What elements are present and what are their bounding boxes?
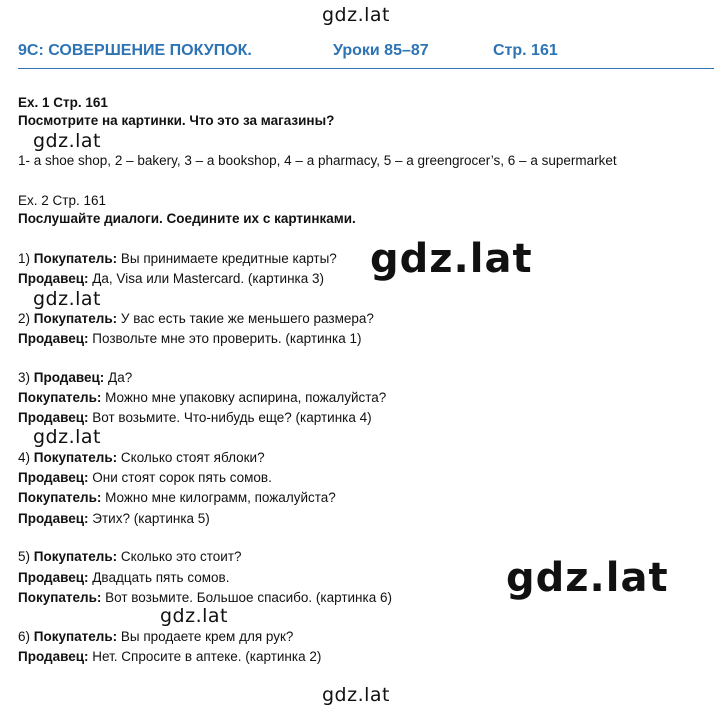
speaker-label: Покупатель:	[18, 590, 102, 605]
dialogue-line: 4) Покупатель: Сколько стоят яблоки?	[18, 450, 265, 465]
page-number: Стр. 161	[493, 42, 558, 59]
section-header	[18, 42, 714, 69]
speaker-label: Продавец:	[33, 370, 105, 385]
ex1-task: Посмотрите на картинки. Что это за магазины?	[18, 113, 335, 128]
speaker-label: Продавец:	[18, 271, 89, 286]
watermark-large: gdz.lat	[370, 236, 533, 282]
dialogue-line: Продавец: Этих? (картинка 5)	[18, 511, 210, 526]
watermark-large: gdz.lat	[506, 555, 669, 601]
dialogue-line: Продавец: Нет. Спросите в аптеке. (картинка 2)	[18, 649, 322, 664]
watermark-top: gdz.lat	[322, 4, 391, 26]
speaker-label: Покупатель:	[33, 311, 118, 326]
ex2-label: Ex. 2 Стр. 161	[18, 193, 106, 208]
lessons-range: Уроки 85–87	[333, 42, 429, 59]
dialogue-line: Покупатель: Можно мне упаковку аспирина, пожалуйста?	[18, 390, 387, 405]
dialogue-line: Продавец: Они стоят сорок пять сомов.	[18, 470, 272, 485]
dialogue-line: Продавец: Да, Visa или Mastercard. (картинка 3)	[18, 271, 324, 286]
dialogue-line: 1) Покупатель: Вы принимаете кредитные карты?	[18, 251, 337, 266]
dialogue-line: Продавец: Позвольте мне это проверить. (картинка 1)	[18, 331, 362, 346]
speaker-label: Покупатель:	[33, 251, 118, 266]
speaker-label: Продавец:	[18, 649, 89, 664]
watermark: gdz.lat	[33, 288, 102, 310]
dialogue-line: Продавец: Вот возьмите. Что-нибудь еще? (картинка 4)	[18, 410, 372, 425]
speaker-label: Покупатель:	[18, 490, 102, 505]
dialogue-line: 6) Покупатель: Вы продаете крем для рук?	[18, 629, 294, 644]
ex2-task: Послушайте диалоги. Соедините их с картинками.	[18, 211, 356, 226]
watermark: gdz.lat	[33, 130, 102, 152]
speaker-label: Покупатель:	[33, 629, 118, 644]
speaker-label: Покупатель:	[33, 549, 118, 564]
topic-title: 9C: СОВЕРШЕНИЕ ПОКУПОК.	[18, 42, 252, 59]
dialogue-line: 2) Покупатель: У вас есть такие же меньшего размера?	[18, 311, 374, 326]
dialogue-line: Покупатель: Вот возьмите. Большое спасибо. (картинка 6)	[18, 590, 392, 605]
speaker-label: Продавец:	[18, 570, 89, 585]
watermark-bottom: gdz.lat	[322, 684, 391, 706]
speaker-label: Продавец:	[18, 511, 89, 526]
ex1-answer: 1- a shoe shop, 2 – bakery, 3 – a bookshop, 4 – a pharmacy, 5 – a greengrocer’s, 6 – a supermarket	[18, 153, 617, 168]
speaker-label: Продавец:	[18, 331, 89, 346]
watermark: gdz.lat	[33, 426, 102, 448]
dialogue-line: 5) Покупатель: Сколько это стоит?	[18, 549, 242, 564]
speaker-label: Покупатель:	[33, 450, 118, 465]
dialogue-line: 3) Продавец: Да?	[18, 370, 133, 385]
ex1-label: Ex. 1 Стр. 161	[18, 95, 108, 110]
speaker-label: Покупатель:	[18, 390, 102, 405]
speaker-label: Продавец:	[18, 410, 89, 425]
dialogue-line: Продавец: Двадцать пять сомов.	[18, 570, 230, 585]
speaker-label: Продавец:	[18, 470, 89, 485]
dialogue-line: Покупатель: Можно мне килограмм, пожалуйста?	[18, 490, 336, 505]
watermark: gdz.lat	[160, 605, 229, 627]
